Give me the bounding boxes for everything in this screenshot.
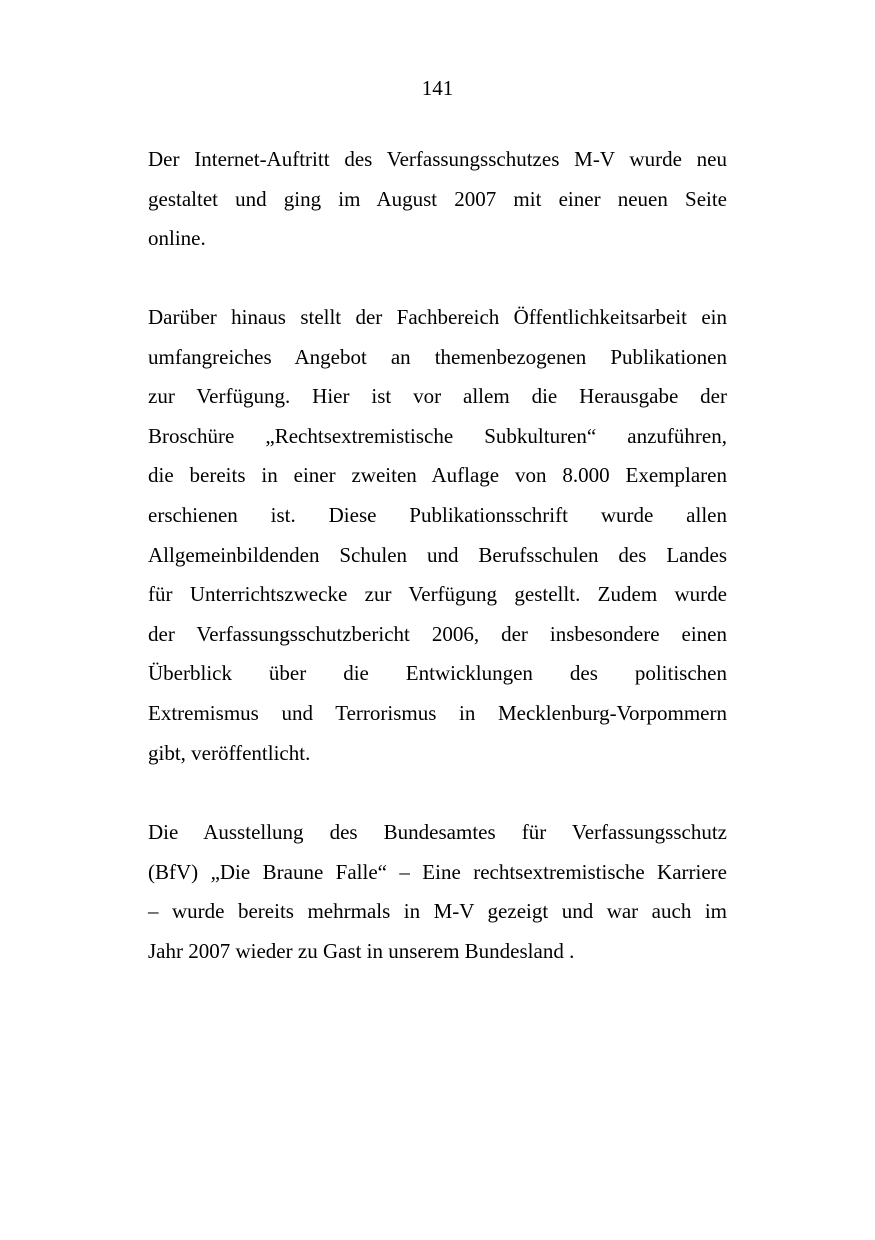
text-line: (BfV) „Die Braune Falle“ – Eine rechtsextremistische Karriere [148, 859, 727, 884]
text-line: Die Ausstellung des Bundesamtes für Verfassungsschutz [148, 820, 727, 844]
paragraph-publications [148, 298, 727, 773]
paragraph-internet-presence [148, 140, 727, 259]
text-line: Darüber hinaus stellt der Fachbereich Öffentlichkeitsarbeit ein [148, 305, 727, 329]
text-line: erschienen ist. Diese Publikationsschrift wurde allen [148, 502, 727, 527]
text-line: zur Verfügung. Hier ist vor allem die Herausgabe der [148, 384, 727, 409]
text-line: Extremismus und Terrorismus in Mecklenburg-Vorpommern [148, 700, 727, 725]
text-line: Allgemeinbildenden Schulen und Berufsschulen des Landes [148, 542, 727, 567]
text-line: Jahr 2007 wieder zu Gast in unserem Bundesland . [148, 938, 575, 963]
text-line: gibt, veröffentlicht. [148, 740, 311, 765]
text-line: die bereits in einer zweiten Auflage von 8.000 Exemplaren [148, 463, 727, 488]
paragraph-exhibition [148, 813, 727, 971]
text-line: gestaltet und ging im August 2007 mit einer neuen Seite [148, 186, 727, 211]
text-line: Der Internet-Auftritt des Verfassungsschutzes M-V wurde neu [148, 147, 727, 171]
text-line: der Verfassungsschutzbericht 2006, der insbesondere einen [148, 621, 727, 646]
page-number: 141 [421, 76, 454, 100]
text-line: online. [148, 226, 206, 251]
text-line: Überblick über die Entwicklungen des politischen [148, 661, 727, 686]
text-line: umfangreiches Angebot an themenbezogenen Publikationen [148, 344, 727, 369]
text-line: Broschüre „Rechtsextremistische Subkulturen“ anzuführen, [148, 423, 727, 448]
text-line: für Unterrichtszwecke zur Verfügung gestellt. Zudem wurde [148, 582, 727, 607]
text-line: – wurde bereits mehrmals in M-V gezeigt und war auch im [148, 899, 727, 924]
